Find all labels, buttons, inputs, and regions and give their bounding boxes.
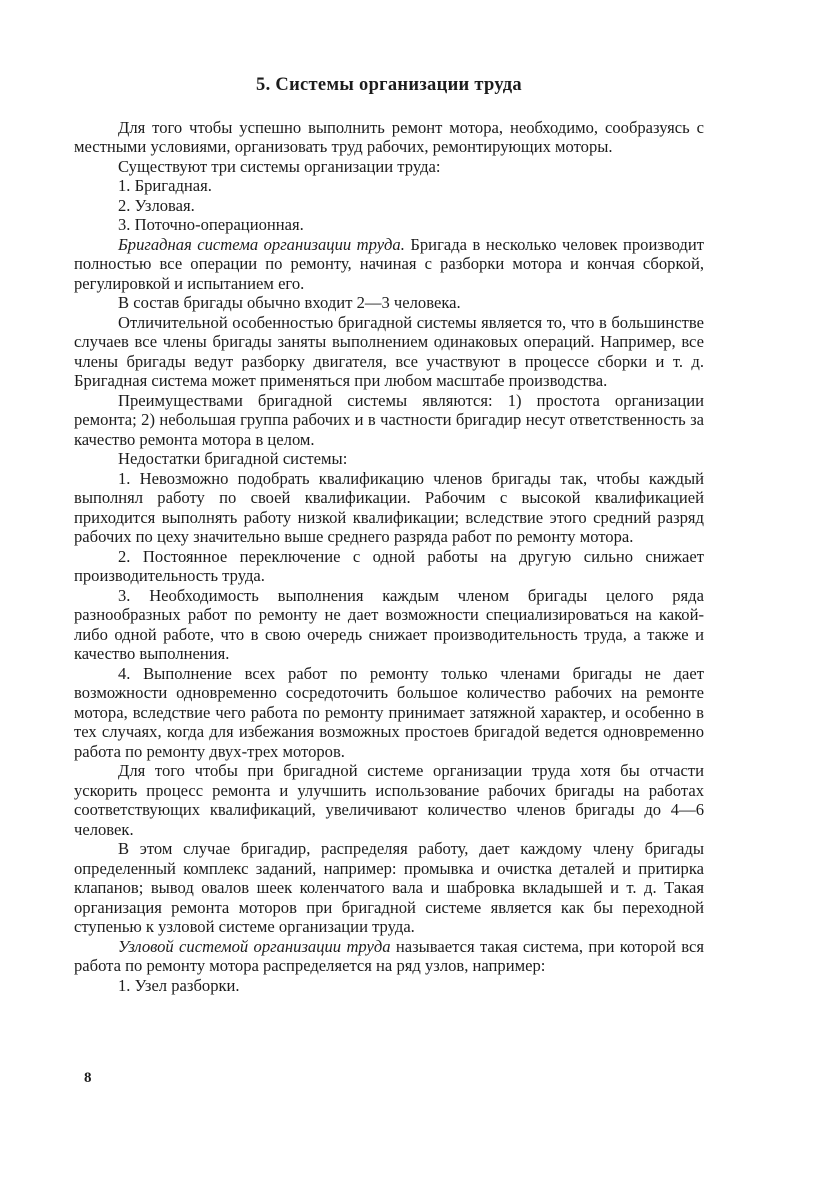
paragraph-text: 1. Бригадная. [118, 176, 212, 195]
paragraph [74, 976, 704, 996]
paragraph-text: 2. Узловая. [118, 195, 195, 215]
paragraph [74, 547, 704, 586]
paragraph [74, 664, 704, 762]
paragraph-text: В этом случае бригадир, распределяя работу, дает каждому члену бригады определенный комплекс заданий, например: промывка и очистка деталей и притирка клапанов; вывод овалов шеек коленчатого вала и шабровка вкладышей и т. д. Такая организация ремонта моторов при бригадной системе является как бы переходной ступенью к узловой системе организации труда. [74, 839, 704, 936]
document-page [74, 72, 704, 995]
paragraph-text: 4. Выполнение всех работ по ремонту только членами бригады не дает возможности одновременно сосредоточить большое количество рабочих на ремонте мотора, вследствие чего работа по ремонту принимает затяжной характер, и особенно в тех случаях, когда для избежания возможных простоев бригадой ведется одновременно работа по ремонту двух-трех моторов. [74, 663, 704, 761]
paragraph [74, 293, 704, 313]
paragraph-text: 3. Поточно-операционная. [118, 215, 304, 234]
paragraph-text: Отличительной особенностью бригадной системы является то, что в большинстве случаев все члены бригады заняты выполнением одинаковых операций. Например, все члены бригады ведут разборку двигателя, все участвуют в процессе сборки и т. д. Бригадная система может применяться при любом масштабе производства. [74, 312, 704, 390]
paragraph-text: Для того чтобы успешно выполнить ремонт мотора, необходимо, сообразуясь с местными условиями, организовать труд рабочих, ремонтирующих моторы. [74, 117, 704, 156]
paragraph [74, 449, 704, 469]
paragraph [74, 118, 704, 157]
paragraph-text: называется такая система, при которой вся работа по ремонту мотора распределяется на ряд узлов, например: [74, 936, 704, 975]
paragraph-text: В состав бригады обычно входит 2—3 человека. [118, 293, 461, 312]
page-number: 8 [84, 1070, 92, 1086]
paragraph-text: Недостатки бригадной системы: [118, 449, 348, 468]
paragraph [74, 469, 704, 547]
paragraph [74, 215, 704, 235]
paragraph [74, 176, 704, 196]
paragraph [74, 391, 704, 450]
body-text [74, 118, 704, 996]
section-title: 5. Системы организации труда [256, 75, 522, 95]
paragraph-text: 3. Необходимость выполнения каждым членом бригады целого ряда разнообразных работ по ремонту не дает возможности специализироваться на какой-либо одной работе, что в свою очередь снижает производительность труда, а также и качество выполнения. [74, 585, 704, 663]
paragraph-text: Бригада в несколько человек производит полностью все операции по ремонту, начиная с разборки мотора и кончая сборкой, регулировкой и испытанием его. [74, 234, 704, 293]
paragraph [74, 586, 704, 664]
paragraph [74, 839, 704, 937]
paragraph [74, 937, 704, 976]
paragraph [74, 235, 704, 294]
paragraph-text: 1. Узел разборки. [118, 975, 240, 995]
paragraph-text: Существуют три системы организации труда: [118, 156, 441, 176]
paragraph [74, 313, 704, 391]
paragraph-text: 1. Невозможно подобрать квалификацию членов бригады так, чтобы каждый выполнял работу по своей квалификации. Рабочим с высокой квалификацией приходится выполнять работу низкой квалификации; вследствие этого средний разряд рабочих по цеху значительно выше среднего разряда работ по ремонту мотора. [74, 468, 704, 546]
paragraph-lead: Узловой системой организации труда [118, 936, 391, 956]
paragraph-lead: Бригадная система организации труда. [118, 234, 405, 254]
paragraph-text: Для того чтобы при бригадной системе организации труда хотя бы отчасти ускорить процесс ремонта и улучшить использование рабочих бригады на работах соответствующих квалификаций, увеличивают количество членов бригады до 4—6 человек. [74, 761, 704, 839]
paragraph [74, 196, 704, 216]
paragraph [74, 157, 704, 177]
paragraph [74, 761, 704, 839]
paragraph-text: 2. Постоянное переключение с одной работы на другую сильно снижает производительность труда. [74, 546, 704, 585]
paragraph-text: Преимуществами бригадной системы являются: 1) простота организации ремонта; 2) небольшая группа рабочих и в частности бригадир несут ответственность за качество ремонта мотора в целом. [74, 390, 704, 449]
